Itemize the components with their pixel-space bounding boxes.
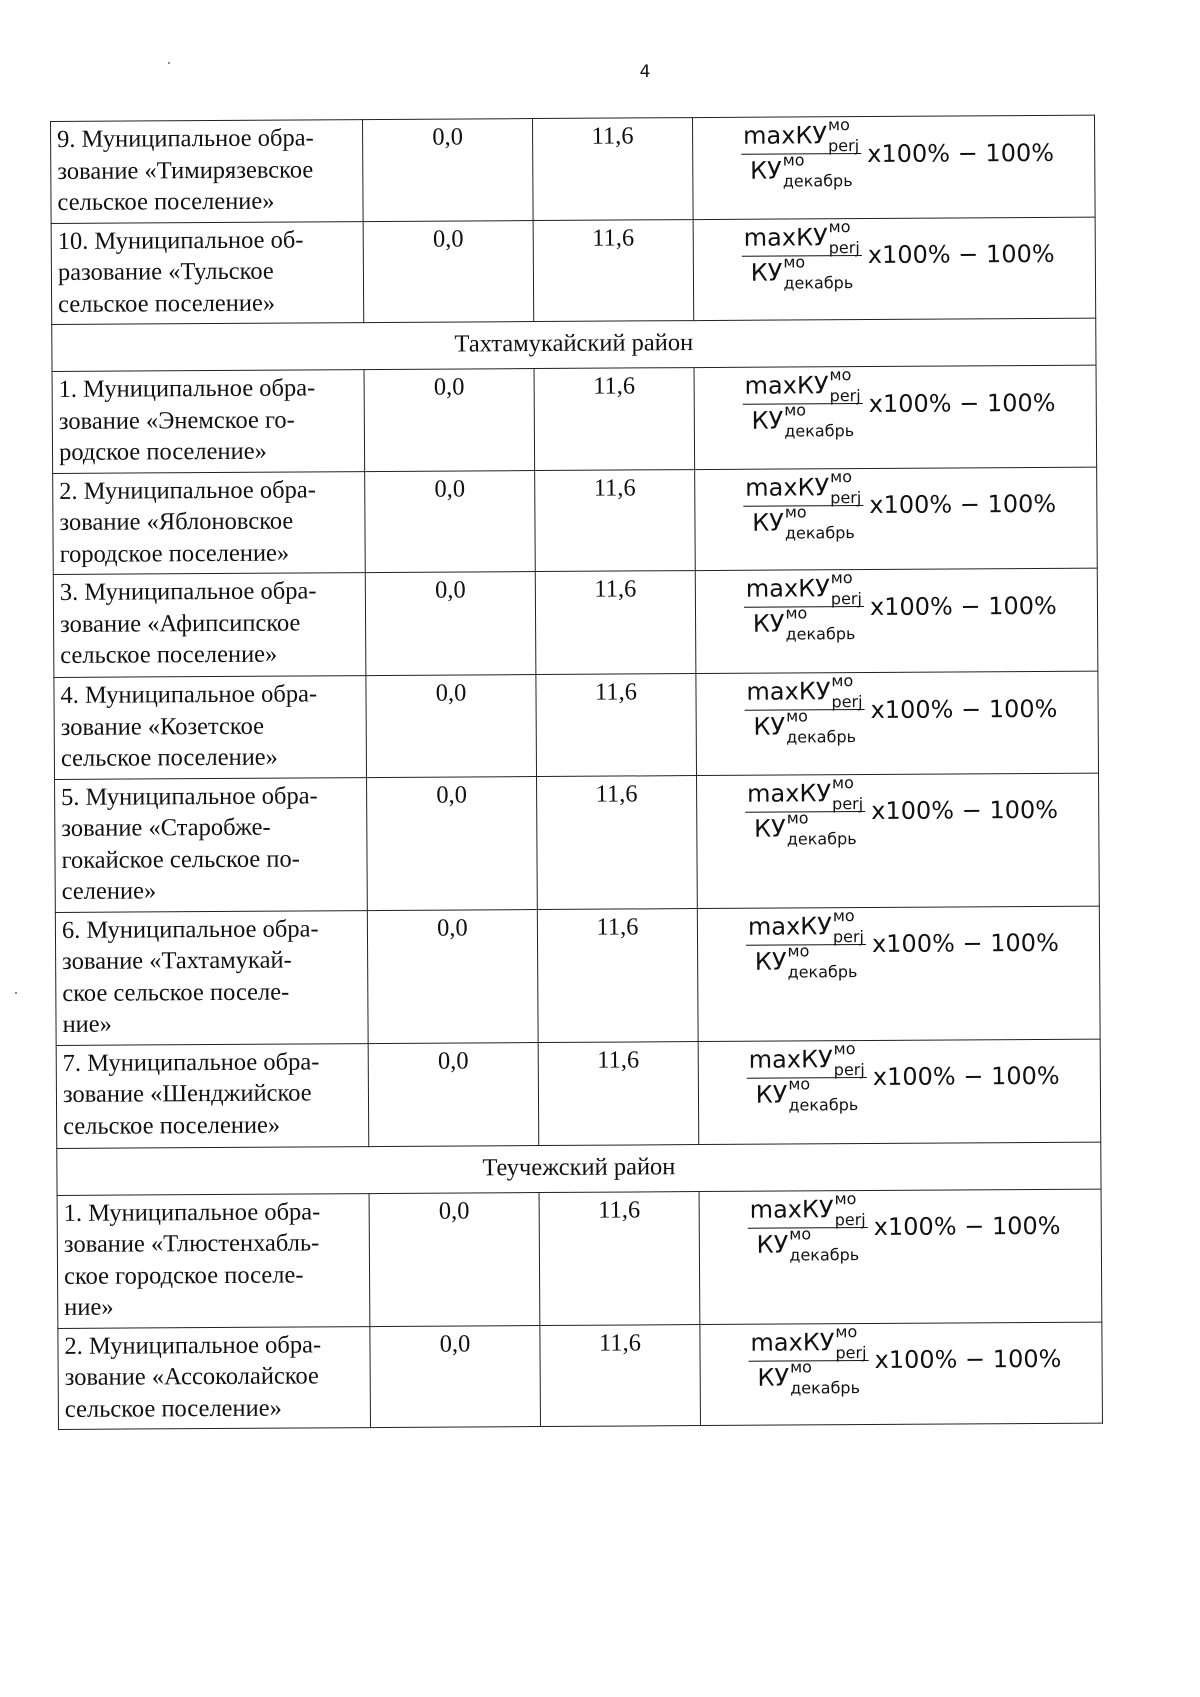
- denominator-subscript: декабрь: [782, 171, 853, 191]
- value-a-cell: 0,0: [365, 572, 536, 676]
- numerator-superscript: мо: [830, 466, 853, 486]
- value-b-cell: 11,6: [536, 674, 697, 776]
- table-row: [51, 217, 1096, 325]
- municipality-name-cell: 7. Муниципальное обра- зование «Шенджийское сельское поселение»: [56, 1043, 369, 1148]
- value-b-cell: 11,6: [533, 219, 694, 321]
- denominator-superscript: мо: [789, 1356, 812, 1377]
- fraction-denominator: [755, 1356, 862, 1398]
- value-a-cell: 0,0: [370, 1325, 541, 1428]
- formula: [743, 365, 1096, 441]
- denominator-superscript: мо: [783, 251, 806, 272]
- formula: [744, 671, 1097, 747]
- fraction: [743, 365, 863, 441]
- denominator-base: КУ: [751, 406, 784, 435]
- value-b-cell: 11,6: [538, 1041, 699, 1145]
- value-a-cell: 0,0: [362, 119, 533, 222]
- numerator-superscript: мо: [833, 1038, 856, 1058]
- denominator-base: КУ: [755, 1080, 788, 1109]
- numerator-base: maxКУ: [743, 121, 828, 150]
- fraction-numerator: [745, 772, 865, 813]
- numerator-superscript: мо: [829, 365, 852, 385]
- formula-tail: x100% − 100%: [872, 1061, 1060, 1091]
- denominator-base: КУ: [754, 947, 787, 976]
- value-b-cell: 11,6: [537, 908, 698, 1042]
- formula-cell: [696, 671, 1099, 775]
- municipality-name-cell: 1. Муниципальное обра- зование «Энемское го- родское поселение»: [52, 370, 365, 473]
- scan-artifact: [15, 992, 17, 994]
- formula: [744, 568, 1097, 644]
- denominator-subscript: декабрь: [788, 1094, 859, 1115]
- numerator-superscript: мо: [835, 1321, 858, 1341]
- formula: [746, 905, 1099, 982]
- table-row: [52, 365, 1097, 473]
- formula-tail: x100% − 100%: [871, 795, 1059, 825]
- fraction: [742, 216, 862, 293]
- denominator-superscript: мо: [788, 1073, 811, 1094]
- table-row: [53, 467, 1098, 575]
- value-a-cell: 0,0: [368, 1042, 539, 1146]
- denominator-subscript: декабрь: [784, 522, 855, 543]
- formula: [745, 772, 1098, 849]
- formula: [742, 216, 1095, 293]
- denominator-superscript: мо: [784, 501, 807, 522]
- formula-cell: [695, 467, 1098, 571]
- fraction: [743, 466, 863, 543]
- formula-tail: x100% − 100%: [867, 239, 1055, 270]
- fraction: [747, 1038, 867, 1115]
- numerator-superscript: мо: [831, 772, 854, 792]
- denominator-subscript: декабрь: [787, 961, 858, 982]
- formula-tail: x100% − 100%: [869, 591, 1057, 621]
- table-row: [55, 773, 1100, 912]
- fraction-denominator: [748, 150, 855, 191]
- numerator-subscript: perj: [828, 136, 860, 156]
- table-row: [57, 1189, 1102, 1328]
- fraction-denominator: [753, 940, 860, 982]
- value-b-cell: 11,6: [534, 368, 695, 470]
- table-row: [53, 568, 1098, 677]
- table-row: [58, 1322, 1103, 1430]
- numerator-subscript: perj: [830, 487, 862, 507]
- municipality-name-cell: 10. Муниципальное об- разование «Тульское сельское поселение»: [51, 221, 364, 324]
- numerator-superscript: мо: [832, 905, 855, 925]
- fraction-denominator: [755, 1223, 862, 1265]
- value-b-cell: 11,6: [539, 1191, 700, 1325]
- numerator-subscript: perj: [831, 692, 863, 712]
- formula: [748, 1321, 1101, 1398]
- numerator-base: maxКУ: [746, 677, 831, 706]
- numerator-subscript: perj: [832, 793, 864, 813]
- denominator-base: КУ: [752, 609, 785, 638]
- denominator-subscript: декабрь: [790, 1377, 861, 1398]
- denominator-subscript: декабрь: [785, 624, 856, 644]
- fraction-denominator: [751, 706, 858, 747]
- numerator-base: maxКУ: [749, 1194, 834, 1224]
- fraction-numerator: [742, 216, 862, 257]
- numerator-subscript: perj: [830, 589, 862, 609]
- numerator-base: maxКУ: [743, 222, 828, 252]
- formula-cell: [697, 906, 1100, 1041]
- denominator-subscript: декабрь: [784, 421, 855, 441]
- formula-cell: [697, 773, 1100, 908]
- fraction-numerator: [743, 466, 863, 507]
- denominator-superscript: мо: [789, 1223, 812, 1244]
- denominator-base: КУ: [752, 508, 784, 537]
- numerator-superscript: мо: [830, 568, 853, 588]
- fraction: [744, 568, 864, 644]
- denominator-superscript: мо: [785, 603, 808, 623]
- fraction: [744, 671, 864, 747]
- formula-tail: x100% − 100%: [871, 928, 1059, 958]
- fraction-numerator: [748, 1188, 868, 1229]
- denominator-superscript: мо: [785, 706, 808, 726]
- formula-tail: x100% − 100%: [867, 138, 1055, 168]
- denominator-base: КУ: [753, 814, 786, 843]
- value-a-cell: 0,0: [365, 470, 536, 573]
- denominator-subscript: декабрь: [786, 727, 857, 747]
- numerator-superscript: мо: [834, 1188, 857, 1208]
- numerator-subscript: perj: [832, 926, 865, 946]
- numerator-base: maxКУ: [745, 472, 830, 502]
- fraction-numerator: [747, 1038, 867, 1079]
- value-b-cell: 11,6: [535, 571, 696, 675]
- municipality-name-cell: 6. Муниципальное обра- зование «Тахтамукай- ское сельское поселе- ние»: [55, 910, 368, 1045]
- fraction-denominator: [749, 251, 856, 293]
- value-a-cell: 0,0: [367, 776, 538, 910]
- formula-tail: x100% − 100%: [873, 1211, 1061, 1241]
- fraction-denominator: [751, 603, 858, 644]
- fraction: [741, 115, 861, 191]
- numerator-base: maxКУ: [748, 1044, 833, 1074]
- municipality-name-cell: 2. Муниципальное обра- зование «Яблоновское городское поселение»: [53, 471, 366, 574]
- municipality-name-cell: 2. Муниципальное обра- зование «Ассоколайское сельское поселение»: [58, 1326, 371, 1429]
- formula: [747, 1038, 1100, 1115]
- section-title: Теучежский район: [57, 1142, 1101, 1195]
- municipality-name-cell: 9. Муниципальное обра- зование «Тимирязевское сельское поселение»: [51, 120, 364, 223]
- formula: [748, 1188, 1101, 1265]
- scan-artifact: [168, 62, 170, 64]
- formula-cell: [698, 1039, 1101, 1144]
- value-b-cell: 11,6: [532, 118, 693, 220]
- value-a-cell: 0,0: [364, 369, 535, 472]
- fraction-numerator: [748, 1321, 868, 1362]
- denominator-base: КУ: [749, 156, 782, 185]
- fraction: [745, 772, 865, 849]
- fraction-denominator: [749, 400, 856, 441]
- formula-cell: [692, 115, 1095, 219]
- numerator-superscript: мо: [831, 671, 854, 691]
- data-table: [50, 115, 1103, 1430]
- formula-cell: [694, 365, 1097, 469]
- denominator-superscript: мо: [784, 400, 807, 420]
- municipality-name-cell: 3. Муниципальное обра- зование «Афипсипское сельское поселение»: [53, 573, 366, 678]
- table-row: [51, 115, 1096, 223]
- fraction: [746, 905, 866, 982]
- formula-cell: [693, 217, 1096, 321]
- formula-cell: [695, 568, 1098, 673]
- formula-tail: x100% − 100%: [869, 489, 1057, 520]
- numerator-subscript: perj: [835, 1342, 867, 1362]
- formula-tail: x100% − 100%: [868, 388, 1056, 418]
- fraction-denominator: [754, 1073, 861, 1115]
- formula-tail: x100% − 100%: [870, 694, 1058, 724]
- numerator-base: maxКУ: [745, 574, 830, 603]
- numerator-subscript: perj: [834, 1209, 866, 1229]
- fraction-numerator: [746, 905, 866, 946]
- formula: [743, 466, 1096, 543]
- page-number: 4: [639, 62, 651, 82]
- value-b-cell: 11,6: [535, 469, 696, 571]
- formula-tail: x100% − 100%: [874, 1344, 1062, 1374]
- numerator-base: maxКУ: [744, 371, 829, 400]
- numerator-base: maxКУ: [750, 1327, 835, 1357]
- value-a-cell: 0,0: [369, 1192, 540, 1326]
- value-a-cell: 0,0: [367, 909, 538, 1043]
- value-a-cell: 0,0: [366, 675, 537, 778]
- section-title: Тахтамукайский район: [52, 318, 1096, 371]
- numerator-base: maxКУ: [747, 778, 832, 808]
- fraction-denominator: [750, 501, 857, 543]
- numerator-superscript: мо: [827, 115, 850, 135]
- municipality-name-cell: 5. Муниципальное обра- зование «Старобже- гокайское сельское по- селение»: [55, 777, 368, 912]
- denominator-superscript: мо: [782, 150, 805, 170]
- municipality-name-cell: 1. Муниципальное обра- зование «Тлюстенхабль- ское городское поселе- ние»: [57, 1193, 370, 1328]
- denominator-subscript: декабрь: [783, 272, 854, 293]
- municipality-name-cell: 4. Муниципальное обра- зование «Козетское сельское поселение»: [54, 676, 367, 779]
- formula-cell: [700, 1322, 1103, 1426]
- table-row: [54, 671, 1099, 779]
- formula-cell: [699, 1189, 1102, 1324]
- denominator-superscript: мо: [786, 807, 809, 828]
- denominator-base: КУ: [753, 712, 786, 741]
- numerator-superscript: мо: [828, 216, 851, 236]
- denominator-base: КУ: [750, 258, 783, 287]
- fraction: [748, 1321, 868, 1398]
- numerator-subscript: perj: [828, 237, 860, 257]
- value-b-cell: 11,6: [540, 1324, 701, 1426]
- fraction: [748, 1188, 868, 1265]
- fraction-denominator: [752, 807, 859, 849]
- section-header-row: [52, 318, 1096, 371]
- denominator-base: КУ: [757, 1363, 790, 1392]
- denominator-base: КУ: [756, 1230, 789, 1259]
- denominator-superscript: мо: [787, 940, 810, 961]
- denominator-subscript: декабрь: [789, 1244, 860, 1265]
- table-row: [55, 906, 1100, 1045]
- section-header-row: [57, 1142, 1101, 1195]
- denominator-subscript: декабрь: [786, 828, 857, 849]
- numerator-subscript: perj: [833, 1059, 865, 1079]
- numerator-subscript: perj: [829, 386, 861, 406]
- formula: [741, 115, 1094, 191]
- value-a-cell: 0,0: [363, 220, 534, 323]
- table-row: [56, 1039, 1101, 1148]
- value-b-cell: 11,6: [537, 775, 698, 909]
- numerator-base: maxКУ: [747, 911, 832, 941]
